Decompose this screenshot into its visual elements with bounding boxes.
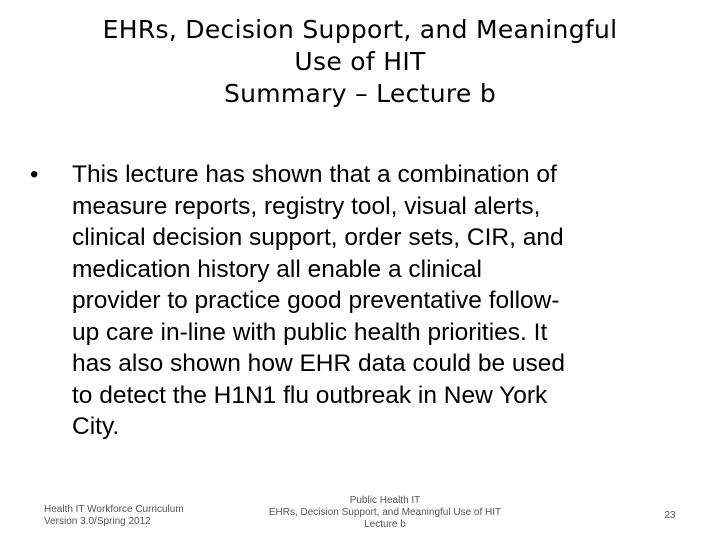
footer-course-line: EHRs, Decision Support, and Meaningful Use of HIT bbox=[268, 507, 502, 518]
slide-title-line: Summary – Lecture b bbox=[223, 79, 497, 108]
bullet-text-line: This lecture has shown that a combination of bbox=[72, 161, 557, 188]
slide-title-line: EHRs, Decision Support, and Meaningful bbox=[102, 15, 618, 44]
footer-course-line: Public Health IT bbox=[349, 495, 421, 506]
bullet-text-line: medication history all enable a clinical bbox=[72, 255, 482, 283]
bullet-text-line: clinical decision support, order sets, CIR, and bbox=[72, 224, 564, 251]
bullet-text-line: has also shown how EHR data could be used bbox=[72, 350, 566, 377]
bullet-text-line: provider to practice good preventative follow- bbox=[72, 287, 560, 314]
slide-title bbox=[30, 14, 690, 110]
slide-title-line: Use of HIT bbox=[294, 47, 426, 76]
page-number: 23 bbox=[664, 510, 676, 521]
bullet-icon: • bbox=[30, 161, 39, 188]
footer-course-line: Lecture b bbox=[364, 519, 406, 530]
bullet-text-line: City. bbox=[72, 413, 120, 440]
bullet-text-line: up care in-line with public health priorities. It bbox=[72, 318, 548, 346]
footer-curriculum-line: Version 3.0/Spring 2012 bbox=[44, 516, 151, 527]
footer-curriculum-line: Health IT Workforce Curriculum bbox=[44, 504, 184, 515]
bullet-text-line: to detect the H1N1 flu outbreak in New York bbox=[72, 381, 548, 409]
footer-curriculum bbox=[44, 504, 184, 528]
bullet-text-line: measure reports, registry tool, visual alerts, bbox=[72, 192, 541, 220]
footer-course-info bbox=[240, 495, 530, 531]
bullet-text bbox=[72, 159, 710, 443]
